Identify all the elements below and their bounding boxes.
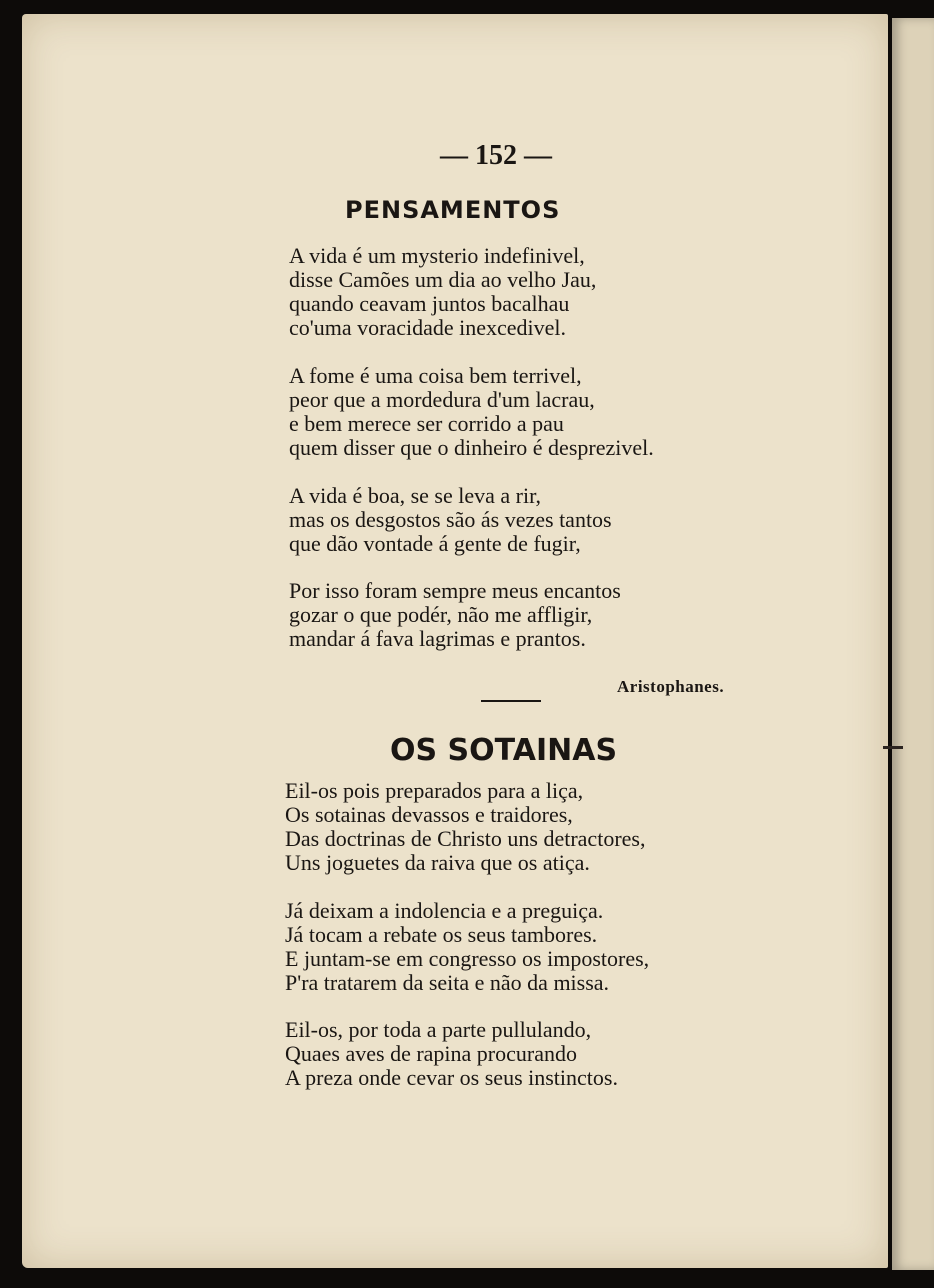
page-edge-mark xyxy=(883,746,903,749)
verse-line: A vida é um mysterio indefinivel, xyxy=(289,243,585,268)
stanza xyxy=(285,899,649,995)
verse-line: Quaes aves de rapina procurando xyxy=(285,1041,577,1066)
verse-line: Os sotainas devassos e traidores, xyxy=(285,802,573,827)
stanza xyxy=(285,1018,618,1090)
verse-line: Eil-os pois preparados para a liça, xyxy=(285,778,584,803)
verse-line: mandar á fava lagrimas e prantos. xyxy=(289,626,586,651)
page-number: — 152 — xyxy=(440,140,552,171)
verse-line: co'uma voracidade inexcedivel. xyxy=(289,315,566,340)
verse-line: Já deixam a indolencia e a preguiça. xyxy=(285,898,604,923)
verse-line: Das doctrinas de Christo uns detractores, xyxy=(285,826,646,851)
stanza xyxy=(289,579,621,651)
verse-line: mas os desgostos são ás vezes tantos xyxy=(289,507,612,532)
stanza xyxy=(285,779,645,875)
stanza xyxy=(289,484,612,556)
verse-line: Por isso foram sempre meus encantos xyxy=(289,578,621,603)
section-divider xyxy=(481,700,541,702)
verse-line: Uns joguetes da raiva que os atiça. xyxy=(285,850,590,875)
verse-line: A vida é boa, se se leva a rir, xyxy=(289,483,542,508)
facing-page-edge xyxy=(892,18,934,1270)
verse-line: Eil-os, por toda a parte pullulando, xyxy=(285,1017,592,1042)
verse-line: E juntam-se em congresso os impostores, xyxy=(285,946,650,971)
verse-line: Já tocam a rebate os seus tambores. xyxy=(285,922,598,947)
verse-line: que dão vontade á gente de fugir, xyxy=(289,531,581,556)
verse-line: A fome é uma coisa bem terrivel, xyxy=(289,363,582,388)
verse-line: quem disser que o dinheiro é desprezivel. xyxy=(289,435,654,460)
poem-title-os-sotainas: OS SOTAINAS xyxy=(390,733,618,768)
poem-author: Aristophanes. xyxy=(617,677,725,696)
verse-line: disse Camões um dia ao velho Jau, xyxy=(289,267,597,292)
verse-line: quando ceavam juntos bacalhau xyxy=(289,291,570,316)
verse-line: A preza onde cevar os seus instinctos. xyxy=(285,1065,618,1090)
verse-line: P'ra tratarem da seita e não da missa. xyxy=(285,970,610,995)
verse-line: peor que a mordedura d'um lacrau, xyxy=(289,387,595,412)
stanza xyxy=(289,364,654,460)
verse-line: e bem merece ser corrido a pau xyxy=(289,411,564,436)
poem-title-pensamentos: PENSAMENTOS xyxy=(345,196,561,224)
verse-line: gozar o que podér, não me affligir, xyxy=(289,602,593,627)
stanza xyxy=(289,244,596,340)
